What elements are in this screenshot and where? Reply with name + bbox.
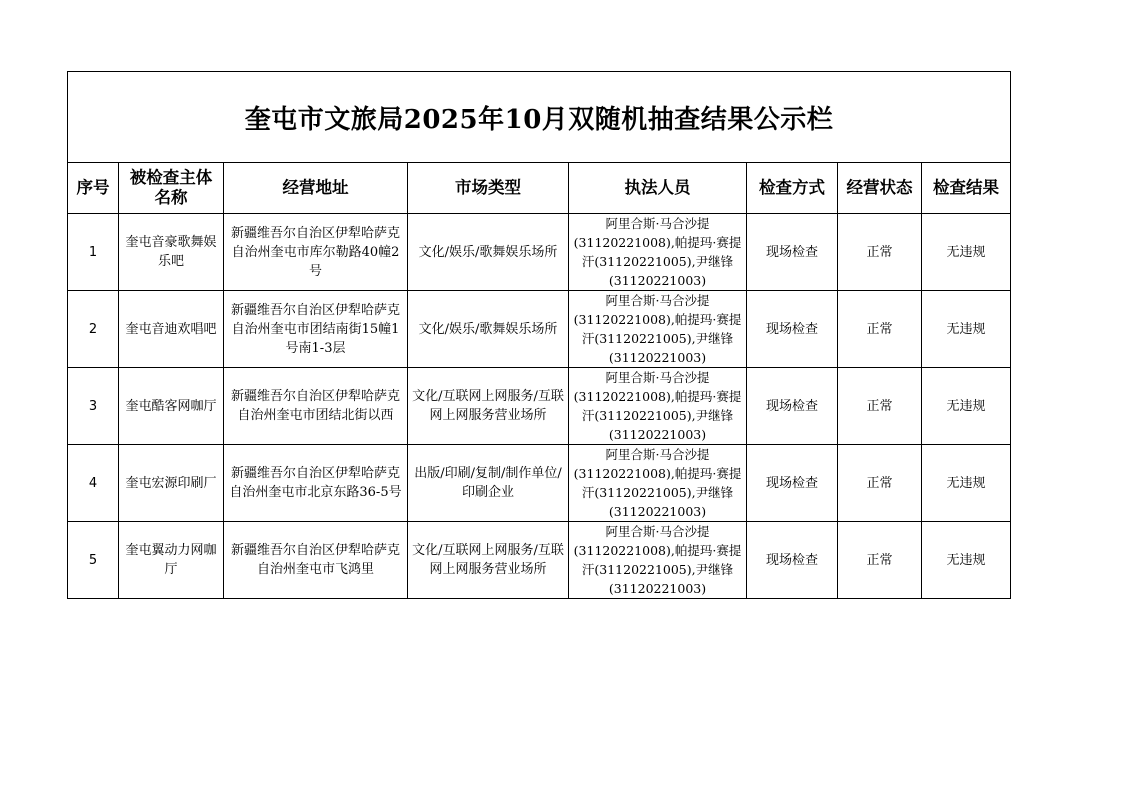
cell-index: 4 <box>68 445 119 522</box>
cell-market-type: 文化/互联网上网服务/互联网上网服务营业场所 <box>408 522 569 599</box>
cell-address: 新疆维吾尔自治区伊犁哈萨克自治州奎屯市团结北街以西 <box>224 368 408 445</box>
cell-result: 无违规 <box>922 522 1011 599</box>
header-address: 经营地址 <box>224 163 408 214</box>
cell-officers: 阿里合斯·马合沙提(31120221008),帕提玛·赛提汗(31120221005),尹继锋(31120221003) <box>569 214 747 291</box>
cell-index: 3 <box>68 368 119 445</box>
cell-market-type: 文化/娱乐/歌舞娱乐场所 <box>408 291 569 368</box>
header-index: 序号 <box>68 163 119 214</box>
cell-address: 新疆维吾尔自治区伊犁哈萨克自治州奎屯市团结南街15幢1号南1-3层 <box>224 291 408 368</box>
header-market-type: 市场类型 <box>408 163 569 214</box>
cell-index: 2 <box>68 291 119 368</box>
cell-market-type: 出版/印刷/复制/制作单位/印刷企业 <box>408 445 569 522</box>
cell-result: 无违规 <box>922 368 1011 445</box>
cell-officers: 阿里合斯·马合沙提(31120221008),帕提玛·赛提汗(31120221005),尹继锋(31120221003) <box>569 291 747 368</box>
cell-subject: 奎屯音豪歌舞娱乐吧 <box>119 214 224 291</box>
table-row <box>68 522 1011 599</box>
cell-index: 1 <box>68 214 119 291</box>
cell-status: 正常 <box>838 445 922 522</box>
cell-method: 现场检查 <box>747 445 838 522</box>
header-result: 检查结果 <box>922 163 1011 214</box>
cell-officers: 阿里合斯·马合沙提(31120221008),帕提玛·赛提汗(31120221005),尹继锋(31120221003) <box>569 522 747 599</box>
cell-method: 现场检查 <box>747 368 838 445</box>
inspection-results-table <box>67 71 1011 599</box>
cell-result: 无违规 <box>922 291 1011 368</box>
cell-result: 无违规 <box>922 214 1011 291</box>
cell-officers: 阿里合斯·马合沙提(31120221008),帕提玛·赛提汗(31120221005),尹继锋(31120221003) <box>569 445 747 522</box>
cell-market-type: 文化/互联网上网服务/互联网上网服务营业场所 <box>408 368 569 445</box>
cell-status: 正常 <box>838 214 922 291</box>
cell-result: 无违规 <box>922 445 1011 522</box>
table-header-row <box>68 163 1011 214</box>
table-row <box>68 368 1011 445</box>
cell-address: 新疆维吾尔自治区伊犁哈萨克自治州奎屯市飞鸿里 <box>224 522 408 599</box>
header-method: 检查方式 <box>747 163 838 214</box>
header-officers: 执法人员 <box>569 163 747 214</box>
cell-market-type: 文化/娱乐/歌舞娱乐场所 <box>408 214 569 291</box>
table-row <box>68 291 1011 368</box>
cell-method: 现场检查 <box>747 522 838 599</box>
cell-method: 现场检查 <box>747 214 838 291</box>
table-row <box>68 445 1011 522</box>
cell-subject: 奎屯宏源印刷厂 <box>119 445 224 522</box>
cell-address: 新疆维吾尔自治区伊犁哈萨克自治州奎屯市库尔勒路40幢2号 <box>224 214 408 291</box>
header-status: 经营状态 <box>838 163 922 214</box>
cell-index: 5 <box>68 522 119 599</box>
header-subject: 被检查主体名称 <box>119 163 224 214</box>
cell-status: 正常 <box>838 291 922 368</box>
cell-status: 正常 <box>838 522 922 599</box>
cell-subject: 奎屯翼动力网咖厅 <box>119 522 224 599</box>
table-row <box>68 214 1011 291</box>
page-title: 奎屯市文旅局2025年10月双随机抽查结果公示栏 <box>68 72 1011 163</box>
cell-officers: 阿里合斯·马合沙提(31120221008),帕提玛·赛提汗(31120221005),尹继锋(31120221003) <box>569 368 747 445</box>
cell-address: 新疆维吾尔自治区伊犁哈萨克自治州奎屯市北京东路36-5号 <box>224 445 408 522</box>
cell-method: 现场检查 <box>747 291 838 368</box>
cell-subject: 奎屯音迪欢唱吧 <box>119 291 224 368</box>
cell-subject: 奎屯酷客网咖厅 <box>119 368 224 445</box>
cell-status: 正常 <box>838 368 922 445</box>
